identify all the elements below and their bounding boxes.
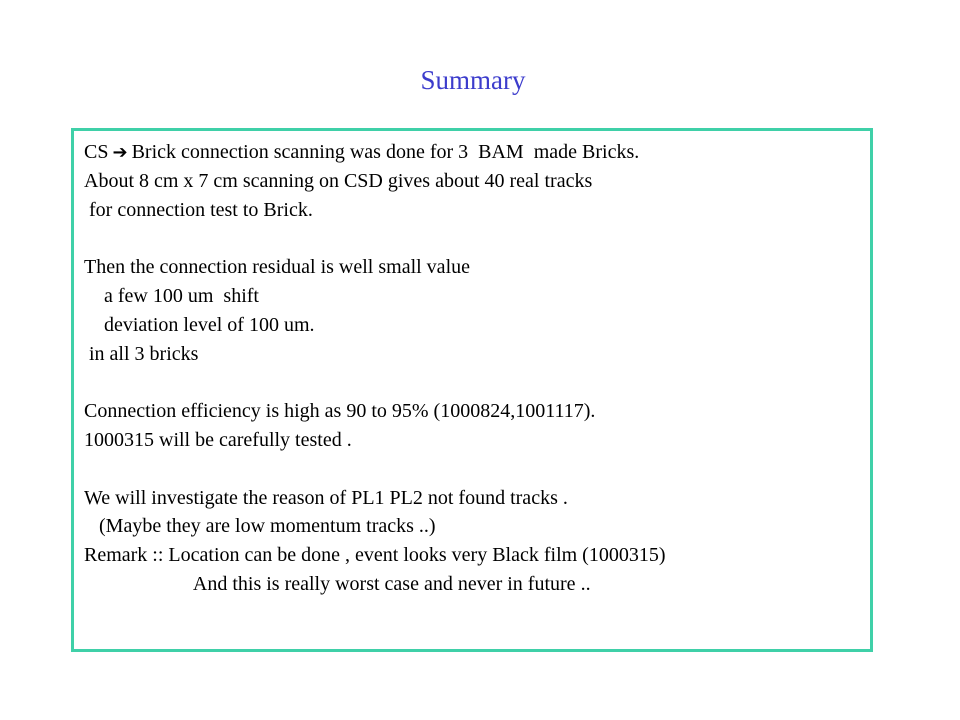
text-line: deviation level of 100 um. bbox=[84, 313, 315, 336]
text-line: Then the connection residual is well small value bbox=[84, 256, 470, 279]
text-line: (Maybe they are low momentum tracks ..) bbox=[84, 515, 436, 538]
text-line: in all 3 bricks bbox=[84, 342, 199, 365]
line-suffix: Brick connection scanning was done for 3 BAM made Bricks. bbox=[131, 141, 640, 163]
text-line: And this is really worst case and never in future .. bbox=[84, 572, 591, 595]
text-line: for connection test to Brick. bbox=[84, 198, 313, 221]
arrow-icon: ➔ bbox=[112, 142, 128, 163]
text-line: Connection efficiency is high as 90 to 95% (1000824,1001117). bbox=[84, 400, 596, 423]
slide-title: Summary bbox=[420, 65, 526, 95]
text-line: About 8 cm x 7 cm scanning on CSD gives about 40 real tracks bbox=[84, 169, 593, 192]
text-line: 1000315 will be carefully tested . bbox=[84, 428, 352, 451]
text-line: Remark :: Location can be done , event looks very Black film (1000315) bbox=[84, 544, 666, 567]
summary-text bbox=[84, 138, 666, 599]
line-prefix: CS bbox=[84, 141, 109, 163]
text-line: a few 100 um shift bbox=[84, 284, 259, 307]
blank-line bbox=[84, 455, 666, 484]
text-line bbox=[84, 138, 666, 167]
blank-line bbox=[84, 368, 666, 397]
text-line: We will investigate the reason of PL1 PL2 not found tracks . bbox=[84, 486, 568, 509]
blank-line bbox=[84, 224, 666, 253]
